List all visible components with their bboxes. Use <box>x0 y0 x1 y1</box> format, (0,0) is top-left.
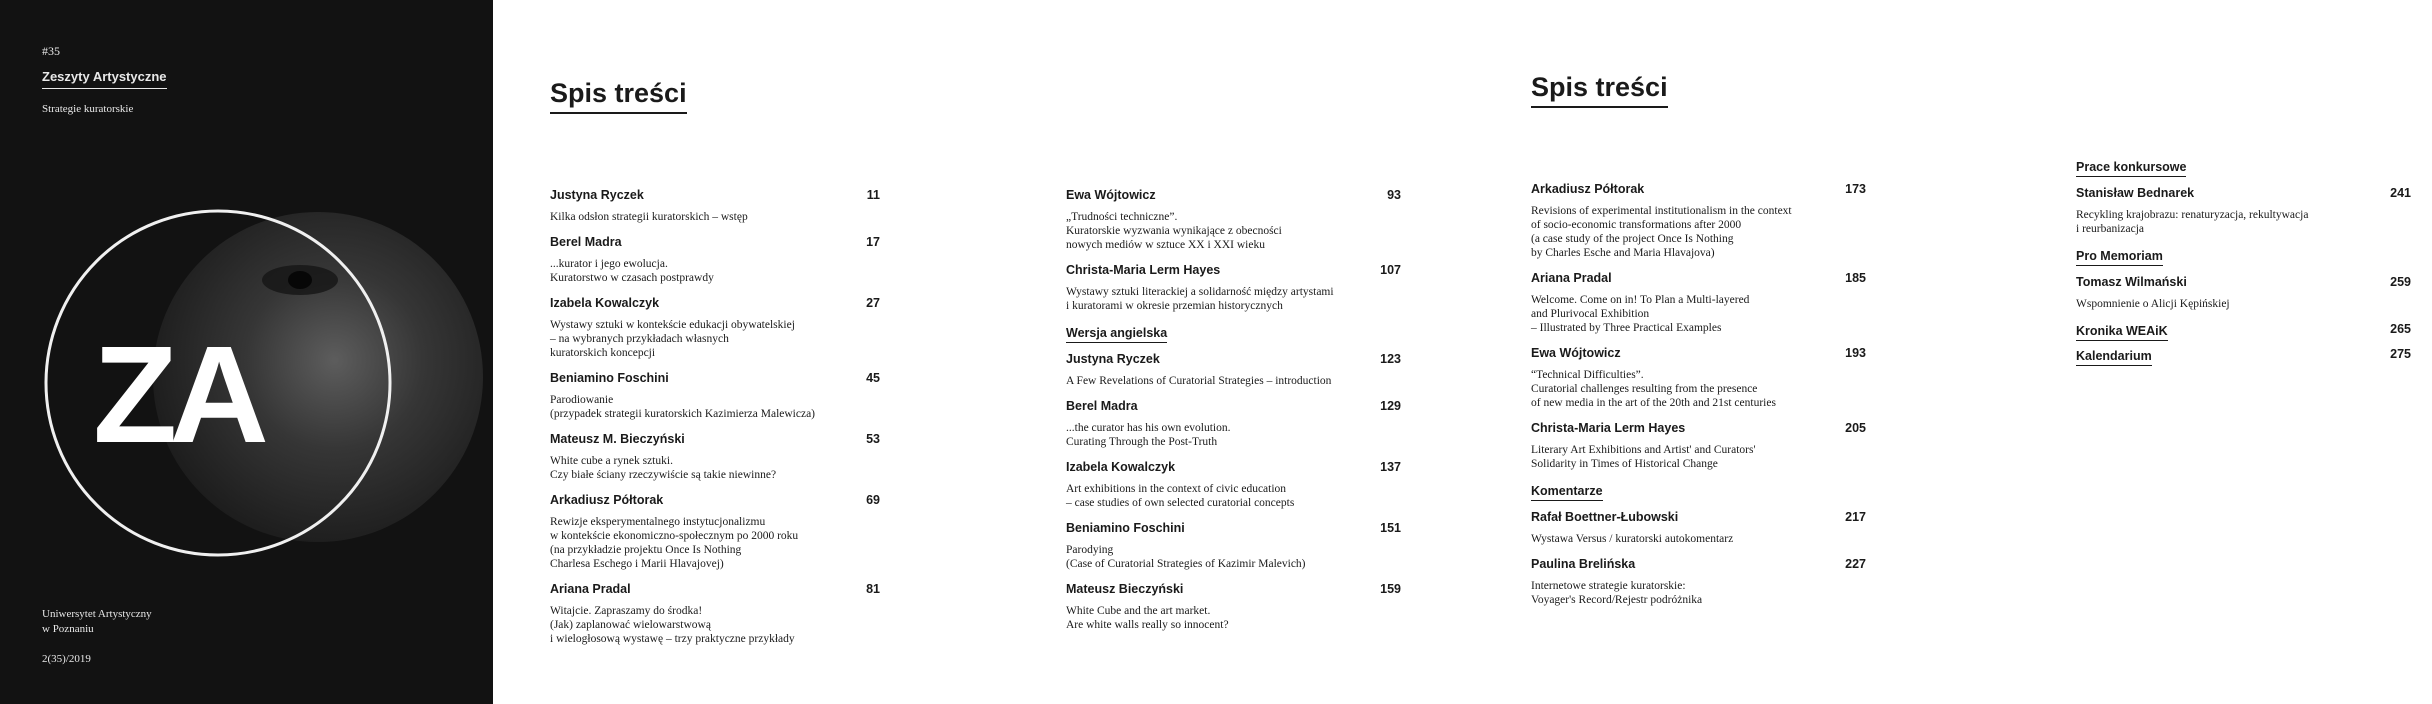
entry-author: Rafał Boettner-Łubowski <box>1531 510 1679 524</box>
university-name: Uniwersytet Artystyczny w Poznaniu <box>42 608 152 635</box>
toc-entry <box>1066 460 1401 510</box>
page-number: 107 <box>1380 263 1401 277</box>
entry-author: Ewa Wójtowicz <box>1066 188 1156 202</box>
toc-entry <box>1531 557 1866 607</box>
issue-year: 2(35)/2019 <box>42 653 91 665</box>
entry-author: Mateusz Bieczyński <box>1066 582 1184 596</box>
entry-author: Berel Madra <box>550 235 622 249</box>
entry-title: Recykling krajobrazu: renaturyzacja, rekultywacja i reurbanizacja <box>2076 209 2309 235</box>
issue-subtitle: Strategie kuratorskie <box>42 103 134 115</box>
cover-panel <box>0 0 493 704</box>
toc-entry <box>1531 346 1866 410</box>
page-number: 137 <box>1380 460 1401 474</box>
entry-title: Witajcie. Zapraszamy do środka! (Jak) zaplanować wielowarstwową i wielogłosową wystawę – trzy praktyczne przykłady <box>550 605 795 645</box>
toc-column-2 <box>1066 188 1401 643</box>
toc-heading-left: Spis treści <box>550 78 687 114</box>
entry-author: Ariana Pradal <box>1531 271 1612 285</box>
page-number: 227 <box>1845 557 1866 571</box>
entry-author: Beniamino Foschini <box>1066 521 1185 535</box>
entry-title: „Trudności techniczne”. Kuratorskie wyzwania wynikające z obecności nowych mediów w sztuce XX i XXI wieku <box>1066 211 1282 251</box>
entry-author: Stanisław Bednarek <box>2076 186 2195 200</box>
entry-title: White cube a rynek sztuki. Czy białe ściany rzeczywiście są takie niewinne? <box>550 455 777 481</box>
issue-number: #35 <box>42 44 60 58</box>
entry-title: Parodying (Case of Curatorial Strategies of Kazimir Malevich) <box>1066 544 1306 570</box>
toc-entry <box>1066 582 1401 632</box>
entry-author: Paulina Brelińska <box>1531 557 1636 571</box>
page-number: 205 <box>1845 421 1866 435</box>
toc-entry <box>1066 188 1401 252</box>
entry-title: Art exhibitions in the context of civic education – case studies of own selected curatorial concepts <box>1066 483 1295 509</box>
entry-title: “Technical Difficulties”. Curatorial challenges resulting from the presence of new media in the art of the 20th and 21st centuries <box>1531 369 1776 409</box>
section-comments: Komentarze <box>1531 484 1603 501</box>
entry-title: Revisions of experimental institutionalism in the context of socio-economic transformations after 2000 (a case study of the project Once Is Nothing by Charles Esche and Maria Hlavajova) <box>1531 205 1792 259</box>
entry-author: Arkadiusz Półtorak <box>550 493 664 507</box>
toc-entry <box>550 582 880 646</box>
toc-entry <box>2076 275 2411 311</box>
toc-column-3 <box>1531 182 1866 618</box>
toc-entry <box>1066 263 1401 313</box>
page-number: 185 <box>1845 271 1866 285</box>
entry-title: Wystawa Versus / kuratorski autokomentarz <box>1531 533 1734 545</box>
toc-entry <box>550 371 880 421</box>
page-number: 45 <box>866 371 880 385</box>
entry-author: Izabela Kowalczyk <box>550 296 660 310</box>
entry-author: Ewa Wójtowicz <box>1531 346 1621 360</box>
section-pro-memoriam: Pro Memoriam <box>2076 249 2163 266</box>
page-number: 241 <box>2390 186 2411 200</box>
entry-author: Arkadiusz Półtorak <box>1531 182 1645 196</box>
page-number: 217 <box>1845 510 1866 524</box>
page-number: 193 <box>1845 346 1866 360</box>
entry-author: Ariana Pradal <box>550 582 631 596</box>
entry-title: Wystawy sztuki w kontekście edukacji obywatelskiej – na wybranych przykładach własnych kuratorskich koncepcji <box>550 319 795 359</box>
toc-entry <box>550 188 880 224</box>
page-number: 11 <box>866 188 880 202</box>
toc-entry <box>1531 271 1866 335</box>
toc-column-4 <box>2076 158 2411 377</box>
toc-entry <box>2076 186 2411 236</box>
page-number: 27 <box>866 296 880 310</box>
entry-title: White Cube and the art market. Are white walls really so innocent? <box>1066 605 1229 631</box>
section-chronicle: Kronika WEAiK <box>2076 324 2168 341</box>
toc-entry <box>1066 399 1401 449</box>
entry-author: Justyna Ryczek <box>550 188 644 202</box>
toc-entry <box>550 493 880 571</box>
toc-heading-right: Spis treści <box>1531 72 1668 108</box>
page-number: 81 <box>866 582 880 596</box>
section-english-version: Wersja angielska <box>1066 326 1167 343</box>
page-number: 53 <box>866 432 880 446</box>
toc-entry <box>1531 421 1866 471</box>
entry-author: Tomasz Wilmański <box>2076 275 2187 289</box>
entry-author: Beniamino Foschini <box>550 371 669 385</box>
entry-title: Welcome. Come on in! To Plan a Multi-layered and Plurivocal Exhibition – Illustrated by Three Practical Examples <box>1531 294 1750 334</box>
journal-title: Zeszyty Artystyczne <box>42 69 167 89</box>
entry-title: ...kurator i jego ewolucja. Kuratorstwo w czasach postprawdy <box>550 258 714 284</box>
entry-title: Wystawy sztuki literackiej a solidarność między artystami i kuratorami w okresie przemian historycznych <box>1066 286 1334 312</box>
entry-title: Parodiowanie (przypadek strategii kuratorskich Kazimierza Malewicza) <box>550 394 816 420</box>
page-number: 275 <box>2390 347 2411 361</box>
entry-title: A Few Revelations of Curatorial Strategies – introduction <box>1066 375 1332 387</box>
page-number: 93 <box>1387 188 1401 202</box>
page-number: 265 <box>2390 322 2411 336</box>
entry-author: Christa-Maria Lerm Hayes <box>1531 421 1686 435</box>
entry-title: ...the curator has his own evolution. Curating Through the Post-Truth <box>1066 422 1231 448</box>
entry-title: Internetowe strategie kuratorskie: Voyager's Record/Rejestr podróżnika <box>1531 580 1703 606</box>
toc-entry <box>550 296 880 360</box>
page-number: 159 <box>1380 582 1401 596</box>
entry-author: Justyna Ryczek <box>1066 352 1160 366</box>
toc-entry <box>1531 182 1866 260</box>
toc-entry <box>1066 352 1401 388</box>
toc-entry <box>1066 521 1401 571</box>
entry-author: Mateusz M. Bieczyński <box>550 432 685 446</box>
toc-entry-calendar <box>2076 347 2411 366</box>
entry-author: Berel Madra <box>1066 399 1138 413</box>
page-number: 129 <box>1380 399 1401 413</box>
page-number: 123 <box>1380 352 1401 366</box>
entry-title: Literary Art Exhibitions and Artist' and Curators' Solidarity in Times of Historical Change <box>1531 444 1756 470</box>
toc-entry-chronicle <box>2076 322 2411 341</box>
page-number: 259 <box>2390 275 2411 289</box>
toc-entry <box>550 235 880 285</box>
entry-title: Wspomnienie o Alicji Kępińskiej <box>2076 298 2230 310</box>
page-number: 69 <box>866 493 880 507</box>
toc-column-1 <box>550 188 880 657</box>
entry-title: Kilka odsłon strategii kuratorskich – wstęp <box>550 211 748 223</box>
entry-author: Christa-Maria Lerm Hayes <box>1066 263 1221 277</box>
entry-title: Rewizje eksperymentalnego instytucjonalizmu w kontekście ekonomiczno-społecznym po 2000 roku (na przykładzie projektu Once Is Nothing Charlesa Eschego i Marii Hlavajovej) <box>550 516 799 570</box>
section-competition: Prace konkursowe <box>2076 160 2186 177</box>
toc-entry <box>1531 510 1866 546</box>
section-calendar: Kalendarium <box>2076 349 2152 366</box>
page-number: 17 <box>866 235 880 249</box>
toc-entry <box>550 432 880 482</box>
logo-za-text: ZA <box>93 318 261 472</box>
entry-author: Izabela Kowalczyk <box>1066 460 1176 474</box>
page-number: 151 <box>1380 521 1401 535</box>
page-number: 173 <box>1845 182 1866 196</box>
